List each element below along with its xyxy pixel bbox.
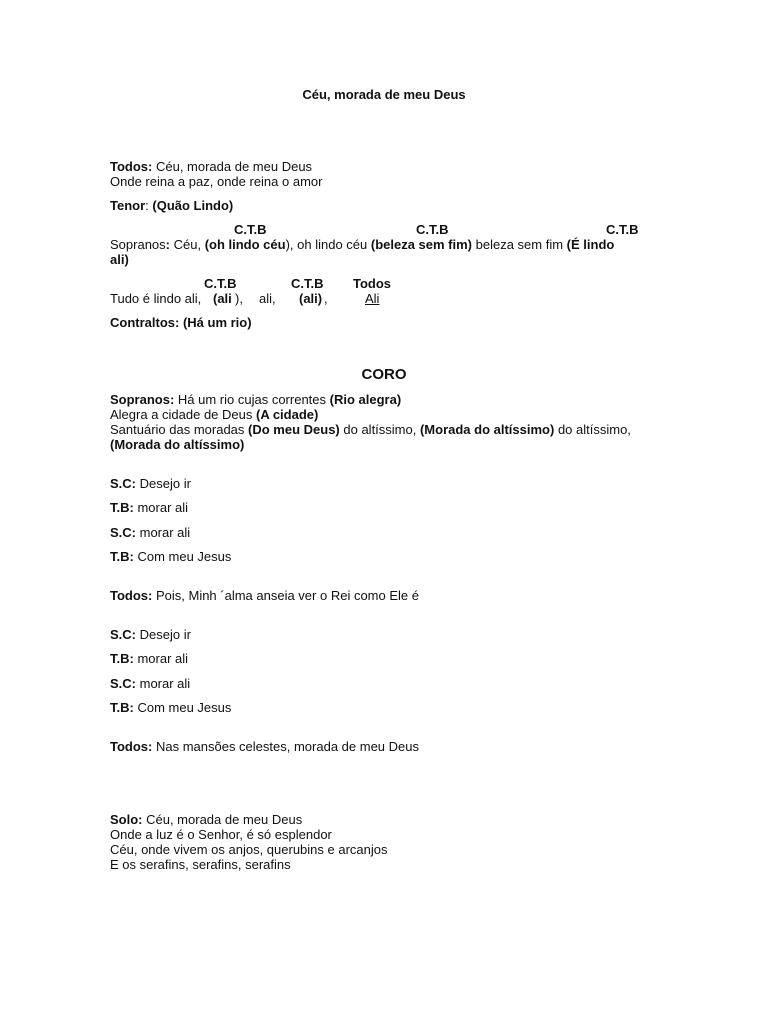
voice-text: Desejo ir bbox=[136, 627, 191, 642]
text-fragment: Santuário das moradas bbox=[110, 422, 249, 437]
exchange-line bbox=[110, 676, 670, 691]
todos-text: Nas mansões celestes, morada de meu Deus bbox=[152, 739, 419, 754]
tenor-colon: : bbox=[145, 198, 153, 213]
voice-text: morar ali bbox=[136, 525, 191, 540]
todos-label: Todos: bbox=[110, 588, 153, 603]
text-fragment: do altíssimo, bbox=[339, 422, 420, 437]
todos-text: Pois, Minh ´alma anseia ver o Rei como Ele é bbox=[152, 588, 419, 603]
bold-fragment: (Do meu Deus) bbox=[248, 422, 340, 437]
intro-line-2: Onde reina a paz, onde reina o amor bbox=[110, 174, 323, 189]
voice-label: S.C: bbox=[110, 525, 136, 540]
exchange-line bbox=[110, 549, 670, 564]
todos-label-2: Todos bbox=[353, 276, 392, 291]
voice-text: Com meu Jesus bbox=[133, 700, 232, 715]
ctb-label-2a: C.T.B bbox=[204, 276, 237, 291]
contraltos-label: Contraltos: (Há um rio) bbox=[110, 315, 252, 330]
text-fragment: beleza sem fim bbox=[472, 237, 567, 252]
text-fragment: Alegra a cidade de Deus bbox=[110, 407, 256, 422]
coro-heading: CORO bbox=[361, 366, 407, 383]
voice-label: S.C: bbox=[110, 476, 136, 491]
bold-fragment: (É lindo bbox=[566, 237, 615, 252]
text-fragment: Há um rio cujas correntes bbox=[174, 392, 330, 407]
solo-line-2: Onde a luz é o Senhor, é só esplendor bbox=[110, 827, 332, 842]
todos-line-2 bbox=[110, 588, 670, 603]
text-fragment: , bbox=[324, 291, 328, 306]
voice-label: T.B: bbox=[110, 700, 134, 715]
voice-label: T.B: bbox=[110, 651, 134, 666]
text-fragment: do altíssimo, bbox=[554, 422, 631, 437]
voice-text: morar ali bbox=[136, 676, 191, 691]
text-fragment: Céu, bbox=[170, 237, 205, 252]
exchange-line bbox=[110, 700, 670, 715]
text-fragment: ), oh lindo céu bbox=[285, 237, 371, 252]
sopranos-verse-line-2: ali) bbox=[110, 252, 129, 267]
bold-fragment: (Morada do altíssimo) bbox=[419, 422, 555, 437]
intro-block bbox=[110, 159, 670, 189]
bold-fragment: (ali bbox=[213, 291, 232, 306]
ctb-label-1a: C.T.B bbox=[234, 222, 267, 237]
intro-line-1 bbox=[110, 159, 670, 174]
todos-label: Todos: bbox=[110, 739, 153, 754]
ctb-label-1c: C.T.B bbox=[606, 222, 639, 237]
text-fragment: ali, bbox=[259, 291, 276, 306]
bold-fragment: (ali) bbox=[299, 291, 323, 306]
exchange-line bbox=[110, 476, 670, 491]
coro-line-2 bbox=[110, 407, 670, 422]
voice-text: Desejo ir bbox=[136, 476, 191, 491]
contraltos-line bbox=[110, 315, 670, 330]
sopranos-colon: : bbox=[165, 237, 170, 252]
voice-text: Com meu Jesus bbox=[133, 549, 232, 564]
bold-fragment: (A cidade) bbox=[255, 407, 319, 422]
intro-text: Céu, morada de meu Deus bbox=[152, 159, 313, 174]
voice-label: S.C: bbox=[110, 676, 136, 691]
page-title: Céu, morada de meu Deus bbox=[302, 87, 466, 102]
tenor-line bbox=[110, 198, 670, 213]
todos-label: Todos: bbox=[110, 159, 153, 174]
ctb-label-2b: C.T.B bbox=[291, 276, 324, 291]
tenor-label: Tenor bbox=[110, 198, 146, 213]
sopranos-verse bbox=[110, 237, 670, 267]
solo-line-4: E os serafins, serafins, serafins bbox=[110, 857, 291, 872]
bold-fragment: (Rio alegra) bbox=[329, 392, 402, 407]
voice-text: morar ali bbox=[133, 651, 189, 666]
voice-label: T.B: bbox=[110, 500, 134, 515]
sopranos-verse-line-1 bbox=[110, 237, 670, 252]
solo-line-3: Céu, onde vivem os anjos, querubins e arcanjos bbox=[110, 842, 388, 857]
exchange-line bbox=[110, 525, 670, 540]
sopranos-label: Sopranos: bbox=[110, 392, 175, 407]
coro-line-4: (Morada do altíssimo) bbox=[110, 437, 245, 452]
solo-text: Céu, morada de meu Deus bbox=[142, 812, 303, 827]
coro-line-3 bbox=[110, 422, 670, 437]
underlined-word: Ali bbox=[365, 291, 380, 306]
ctb-label-1b: C.T.B bbox=[416, 222, 449, 237]
sopranos-word: Sopranos bbox=[110, 237, 166, 252]
todos-line-3 bbox=[110, 739, 670, 754]
exchange-line bbox=[110, 500, 670, 515]
exchange-line bbox=[110, 627, 670, 642]
voice-text: morar ali bbox=[133, 500, 189, 515]
solo-label: Solo: bbox=[110, 812, 143, 827]
voice-label: T.B: bbox=[110, 549, 134, 564]
voice-label: S.C: bbox=[110, 627, 136, 642]
text-fragment: Tudo é lindo ali, bbox=[110, 291, 202, 306]
solo-block bbox=[110, 812, 670, 872]
bold-fragment: (oh lindo céu bbox=[204, 237, 286, 252]
tenor-text: (Quão Lindo) bbox=[152, 198, 234, 213]
solo-line-1 bbox=[110, 812, 670, 827]
exchange-line bbox=[110, 651, 670, 666]
coro-line-1 bbox=[110, 392, 670, 407]
coro-sopranos-block bbox=[110, 392, 670, 452]
bold-fragment: (beleza sem fim) bbox=[370, 237, 473, 252]
text-fragment: ), bbox=[235, 291, 243, 306]
